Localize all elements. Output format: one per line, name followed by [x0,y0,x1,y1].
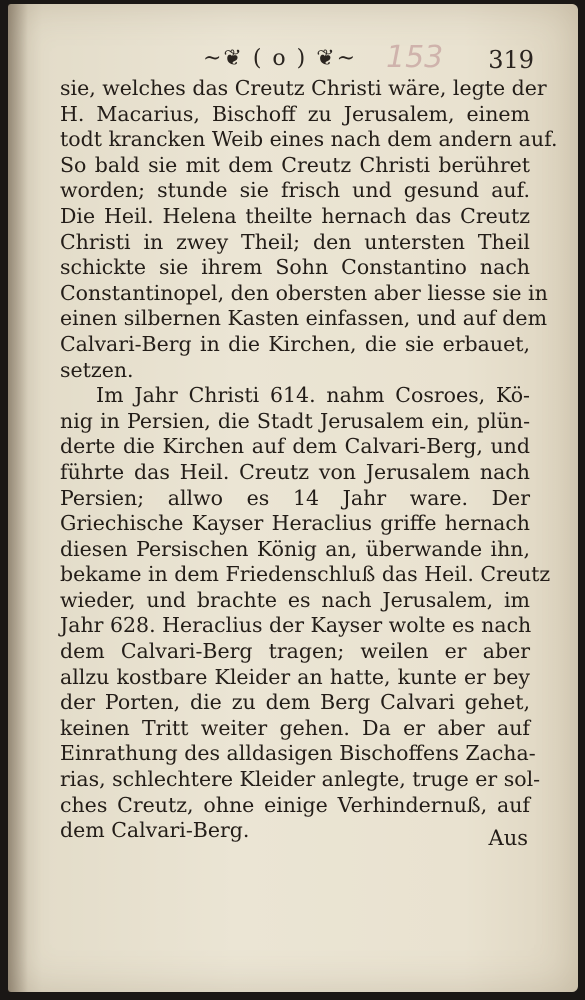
text-line: nig in Persien, die Stadt Jerusalem ein, plün- [60,408,530,433]
text-line: wieder, und brachte es nach Jerusalem, im [60,587,530,612]
text-line: Im Jahr Christi 614. nahm Cosroes, Kö- [96,383,530,408]
page-header [8,38,578,78]
text-line: sie, welches das Creutz Christi wäre, legte der [60,76,547,100]
text-line: Constantinopel, den obersten aber liesse sie in [60,280,548,305]
text-line: worden; stunde sie frisch und gesund auf. [60,178,530,203]
book-page [8,4,578,992]
text-line: derte die Kirchen auf dem Calvari-Berg, und [60,434,530,459]
text-line: todt krancken Weib eines nach dem andern auf. [60,127,558,152]
text-line: Griechische Kayser Heraclius griffe hernach [60,511,530,536]
gutter-shadow [8,4,28,992]
text-line: H. Macarius, Bischoff zu Jerusalem, einem [60,101,530,126]
page-number: 319 [488,46,534,74]
text-line: Persien; allwo es 14 Jahr ware. Der [60,485,530,510]
text-line: rias, schlechtere Kleider anlegte, truge er sol- [60,767,541,792]
text-line: schickte sie ihrem Sohn Constantino nach [60,255,530,280]
text-line: setzen. [60,357,134,382]
text-line: diesen Persischen König an, überwande ihn, [60,536,530,561]
body-text [60,76,558,844]
text-line: dem Calvari-Berg tragen; weilen er aber [60,639,530,664]
text-line: bekame in dem Friedenschluß das Heil. Creutz [60,562,551,587]
handwritten-stamp: 153 [386,40,444,75]
text-line: Die Heil. Helena theilte hernach das Creutz [60,203,530,228]
text-line: der Porten, die zu dem Berg Calvari gehet, [60,690,530,715]
text-line: allzu kostbare Kleider an hatte, kunte er bey [60,664,530,689]
text-line: einen silbernen Kasten einfassen, und auf dem [60,306,548,331]
text-line: Calvari-Berg in die Kirchen, die sie erbauet, [60,331,530,356]
text-line: Christi in zwey Theil; den untersten Theil [60,229,530,254]
catchword: Aus [488,826,528,850]
text-line: Jahr 628. Heraclius der Kayser wolte es nach [60,613,532,638]
text-line: So bald sie mit dem Creutz Christi berühret [60,152,530,177]
text-line: ches Creutz, ohne einige Verhindernuß, auf [60,792,530,817]
text-line: Einrathung des alldasigen Bischoffens Zacha- [60,741,536,766]
text-line: führte das Heil. Creutz von Jerusalem nach [60,459,530,484]
header-ornament: ~❦ ( o ) ❦~ [203,46,358,71]
text-line: dem Calvari-Berg. [60,818,250,843]
text-line: keinen Tritt weiter gehen. Da er aber auf [60,715,530,740]
